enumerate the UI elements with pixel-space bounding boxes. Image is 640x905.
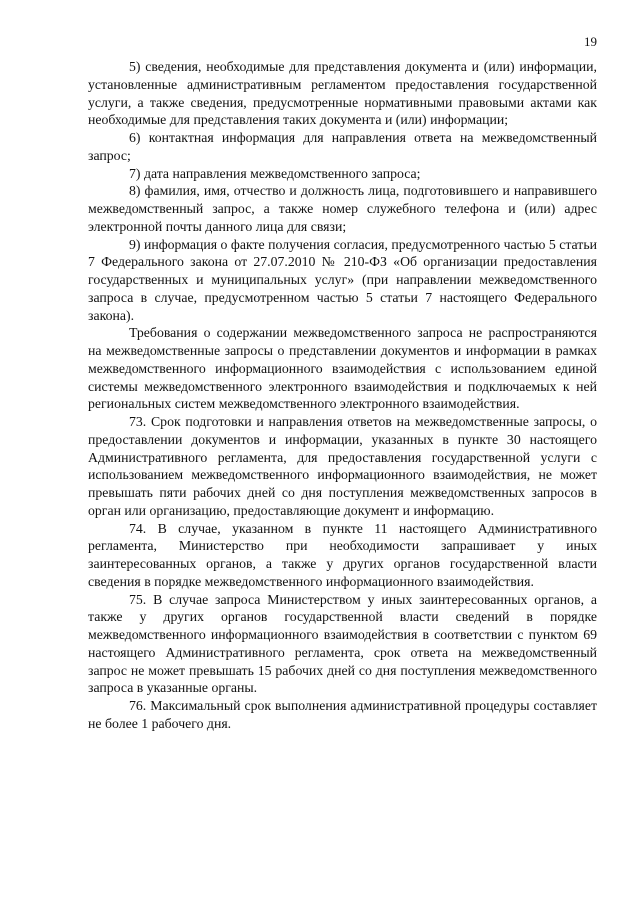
paragraph-clause-76: 76. Максимальный срок выполнения административной процедуры составляет не более 1 рабочего дня. xyxy=(88,698,597,731)
paragraph-item-7: 7) дата направления межведомственного запроса; xyxy=(129,165,421,181)
paragraph-clause-74: 74. В случае, указанном в пункте 11 настоящего Административного регламента, Министерство при необходимости запрашивает у иных заинтересованных органов, а также у других органов государственной власти сведения в порядке межведомственного информационного взаимодействия. xyxy=(88,520,597,589)
page-number: 19 xyxy=(584,34,597,49)
paragraph-item-6: 6) контактная информация для направления ответа на межведомственный запрос; xyxy=(88,130,597,163)
document-body xyxy=(88,58,597,733)
paragraph-clause-75: 75. В случае запроса Министерством у иных заинтересованных органов, а также у других органов государственной власти сведений в порядке межведомственного информационного взаимодействия в соответствии с пунктом 69 настоящего Административного регламента, срок ответа на межведомственный запрос не может превышать 15 рабочих дней со дня поступления межведомственного запроса в указанные органы. xyxy=(88,591,597,696)
paragraph-clause-73: 73. Срок подготовки и направления ответов на межведомственные запросы, о предоставлении документов и информации, указанных в пункте 30 настоящего Административного регламента, для предоставления государственной услуги с использованием межведомственного информационного взаимодействия, не может превышать пяти рабочих дней со дня поступления межведомственных запросов в орган или организацию, предоставляющие документ и информацию. xyxy=(88,414,597,518)
paragraph-requirements: Требования о содержании межведомственного запроса не распространяются на межведомственные запросы о представлении документов и информации в рамках межведомственного информационного взаимодействия с использованием единой системы межведомственного электронного взаимодействия и подключаемых к ней региональных систем межведомственного электронного взаимодействия. xyxy=(88,325,597,412)
paragraph-item-9: 9) информация о факте получения согласия, предусмотренного частью 5 статьи 7 Федерального закона от 27.07.2010 № 210-ФЗ «Об организации предоставления государственных и муниципальных услуг» (при направлении межведомственного запроса в случае, предусмотренном частью 5 статьи 7 настоящего Федерального закона). xyxy=(88,236,598,323)
paragraph-item-5: 5) сведения, необходимые для представления документа и (или) информации, установленные административным регламентом предоставления государственной услуги, а также сведения, предусмотренные нормативными правовыми актами как необходимые для представления таких документа и (или) информации; xyxy=(88,59,597,128)
paragraph-item-8: 8) фамилия, имя, отчество и должность лица, подготовившего и направившего межведомственный запрос, а также номер служебного телефона и (или) адрес электронной почты данного лица для связи; xyxy=(88,183,597,234)
